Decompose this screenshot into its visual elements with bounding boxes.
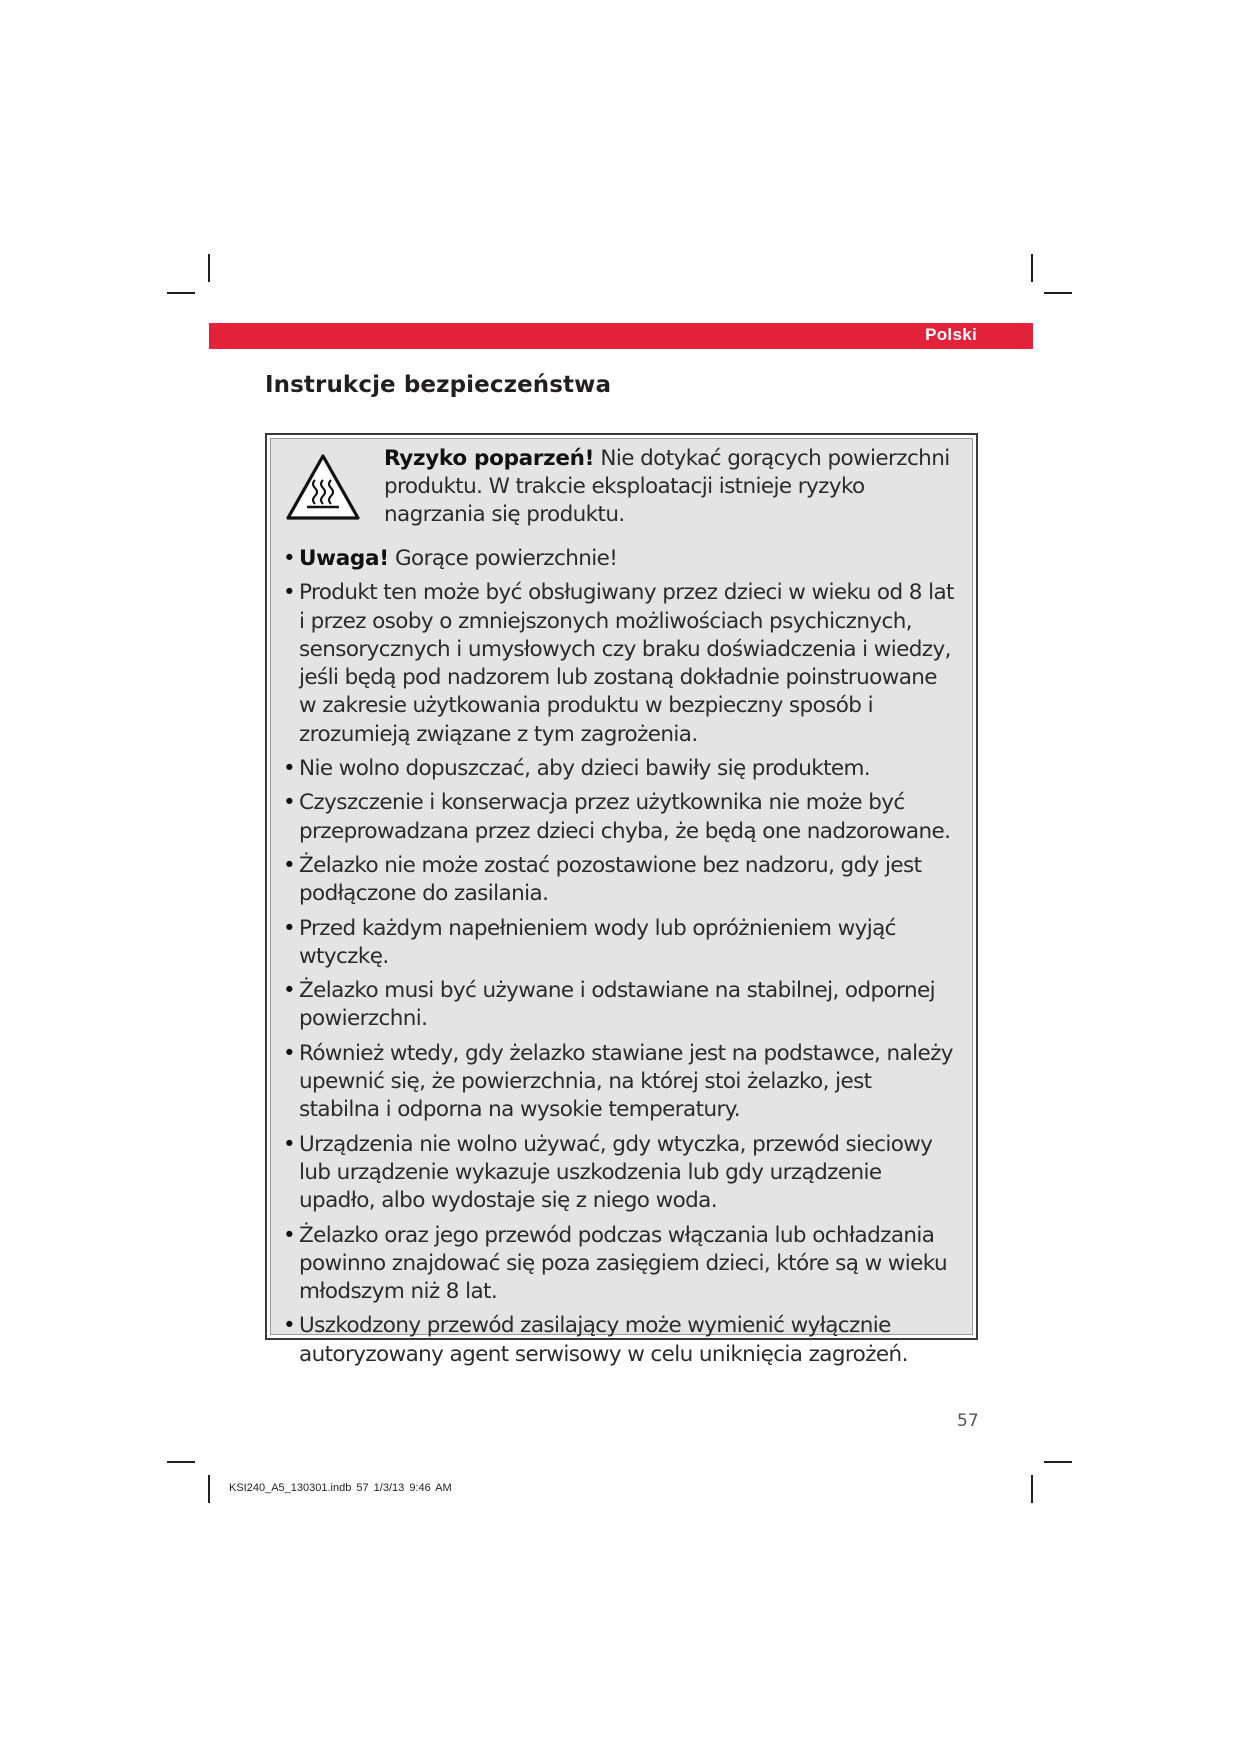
crop-mark	[1031, 1475, 1033, 1503]
list-item-bold: Uwaga!	[299, 546, 389, 571]
list-item	[283, 977, 958, 1034]
print-file-info: KSI240_A5_130301.indb 57 1/3/13 9:46 AM	[229, 1482, 452, 1494]
hot-surface-warning-icon	[285, 453, 361, 521]
list-item-text: Uszkodzony przewód zasilający może wymienić wyłącznie autoryzowany agent serwisowy w celu uniknięcia zagrożeń.	[299, 1313, 908, 1367]
list-item	[283, 789, 958, 846]
crop-mark	[208, 254, 210, 282]
crop-mark	[167, 292, 195, 294]
list-item	[283, 1040, 958, 1125]
hazard-row	[283, 445, 958, 545]
safety-list	[283, 545, 958, 1369]
language-label: Polski	[925, 325, 977, 344]
page-number: 57	[957, 1411, 979, 1431]
crop-mark	[1031, 254, 1033, 282]
list-item-text: Czyszczenie i konserwacja przez użytkownika nie może być przeprowadzana przez dzieci chyba, że będą one nadzorowane.	[299, 790, 951, 844]
list-item	[283, 545, 958, 573]
safety-warning-box	[265, 433, 978, 1367]
section-title: Instrukcje bezpieczeństwa	[265, 372, 612, 398]
hazard-description	[384, 445, 958, 529]
list-item	[283, 1131, 958, 1216]
list-item-text: Również wtedy, gdy żelazko stawiane jest na podstawce, należy upewnić się, że powierzchnia, na której stoi żelazko, jest stabilna i odporna na wysokie temperatury.	[299, 1040, 953, 1123]
crop-mark	[1044, 1461, 1072, 1463]
list-item-text: Gorące powierzchnie!	[388, 546, 618, 571]
list-item-text: Przed każdym napełnieniem wody lub opróżnieniem wyjąć wtyczkę.	[299, 915, 896, 969]
list-item-text: Żelazko musi być używane i odstawiane na stabilnej, odpornej powierzchni.	[299, 978, 936, 1032]
list-item-text: Urządzenia nie wolno używać, gdy wtyczka, przewód sieciowy lub urządzenie wykazuje uszkodzenia lub gdy urządzenie upadło, albo wydostaje się z niego woda.	[299, 1131, 933, 1214]
list-item-text: Nie wolno dopuszczać, aby dzieci bawiły się produktem.	[299, 756, 871, 782]
list-item-text: Żelazko nie może zostać pozostawione bez nadzoru, gdy jest podłączone do zasilania.	[299, 852, 922, 907]
list-item	[283, 915, 958, 972]
list-item	[283, 1312, 958, 1369]
crop-mark	[208, 1475, 210, 1503]
list-item	[283, 1222, 958, 1307]
list-item	[283, 579, 958, 749]
language-header-bar	[209, 323, 1033, 349]
hazard-title: Ryzyko poparzeń!	[384, 446, 595, 471]
crop-mark	[1044, 292, 1072, 294]
hazard-text: Nie dotykać gorących powierzchni produktu. W trakcie eksploatacji istnieje ryzyko nagrzania się produktu.	[384, 446, 950, 527]
list-item-text: Żelazko oraz jego przewód podczas włączania lub ochładzania powinno znajdować się poza zasięgiem dzieci, które są w wieku młodszym niż 8 lat.	[299, 1222, 947, 1305]
safety-warning-panel	[270, 438, 973, 1367]
list-item-text: Produkt ten może być obsługiwany przez dzieci w wieku od 8 lat i przez osoby o zmniejszonych możliwościach psychicznych, sensorycznych i umysłowych czy braku doświadczenia i wiedzy, jeśli będą pod nadzorem lub zostaną dokładnie poinstruowane w zakresie użytkowania produktu w bezpieczny sposób i zrozumieją związane z tym zagrożenia.	[299, 580, 954, 747]
list-item	[283, 755, 958, 783]
crop-mark	[167, 1461, 195, 1463]
list-item	[283, 852, 958, 909]
